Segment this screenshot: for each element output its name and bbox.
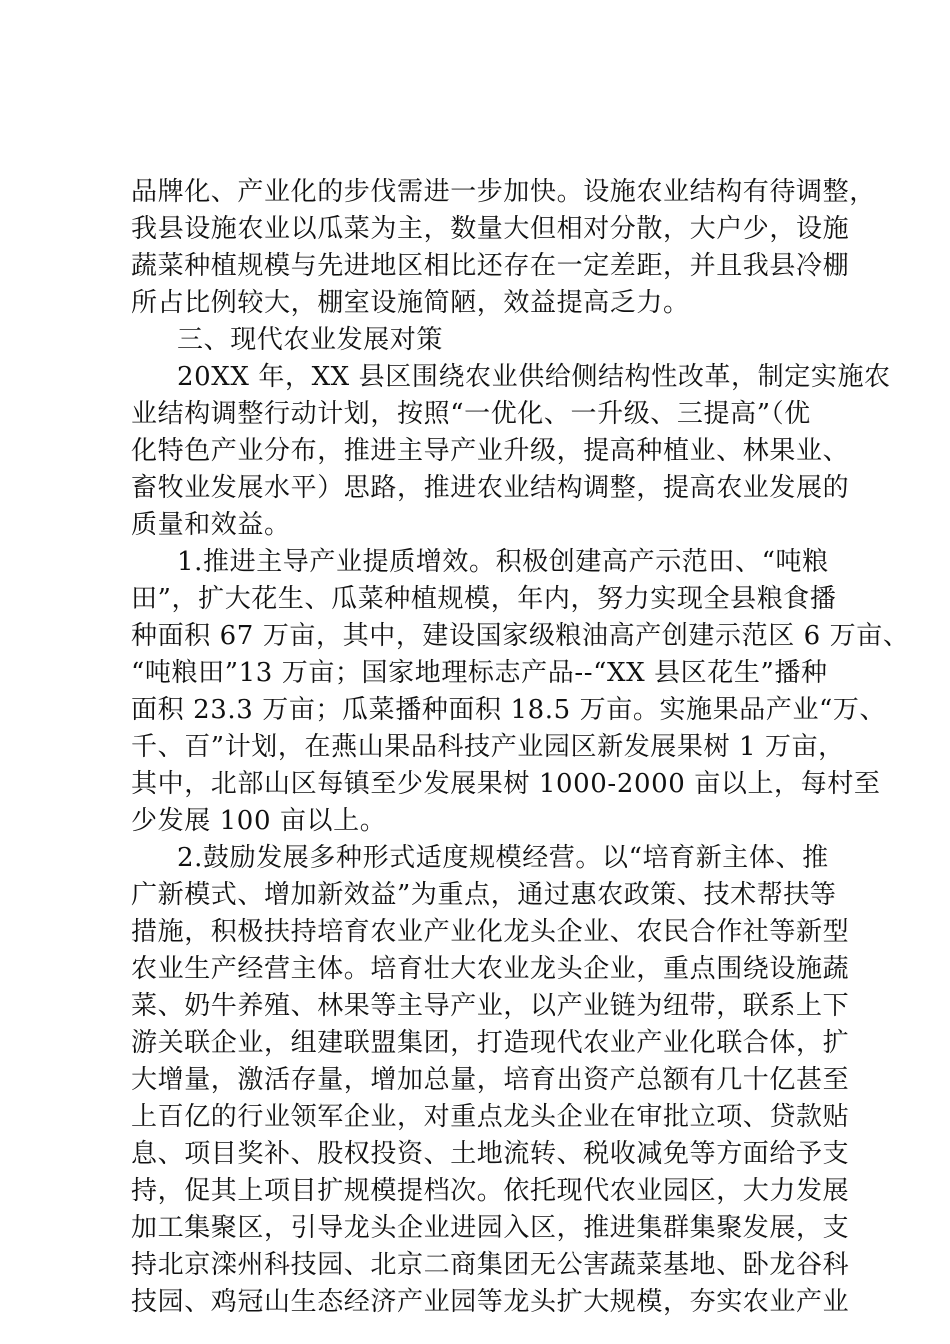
paragraph-line: 上百亿的行业领军企业，对重点龙头企业在审批立项、贷款贴 <box>131 1102 850 1132</box>
paragraph-line: 2.鼓励发展多种形式适度规模经营。以“培育新主体、推 <box>177 843 829 873</box>
paragraph-line: 游关联企业，组建联盟集团，打造现代农业产业化联合体，扩 <box>131 1028 850 1058</box>
paragraph-line: 措施，积极扶持培育农业产业化龙头企业、农民合作社等新型 <box>131 917 850 947</box>
paragraph-line: 菜、奶牛养殖、林果等主导产业，以产业链为纽带，联系上下 <box>131 991 850 1021</box>
paragraph-line: 我县设施农业以瓜菜为主，数量大但相对分散，大户少，设施 <box>131 214 850 244</box>
paragraph-line: 广新模式、增加新效益”为重点，通过惠农政策、技术帮扶等 <box>131 880 837 910</box>
paragraph-line: 持北京滦州科技园、北京二商集团无公害蔬菜基地、卧龙谷科 <box>131 1250 850 1280</box>
paragraph-line: 持，促其上项目扩规模提档次。依托现代农业园区，大力发展 <box>131 1176 850 1206</box>
paragraph-line: 加工集聚区，引导龙头企业进园入区，推进集群集聚发展，支 <box>131 1213 850 1243</box>
paragraph-line: 化特色产业分布，推进主导产业升级，提高种植业、林果业、 <box>131 436 850 466</box>
paragraph-line: 种面积 67 万亩，其中，建设国家级粮油高产创建示范区 6 万亩、 <box>131 621 910 651</box>
paragraph-line: 农业生产经营主体。培育壮大农业龙头企业，重点围绕设施蔬 <box>131 954 850 984</box>
paragraph-line: 大增量，激活存量，增加总量，培育出资产总额有几十亿甚至 <box>131 1065 850 1095</box>
paragraph-line: 质量和效益。 <box>131 510 291 540</box>
paragraph-line: 畜牧业发展水平）思路，推进农业结构调整，提高农业发展的 <box>131 473 850 503</box>
paragraph-line: 业结构调整行动计划，按照“一优化、一升级、三提高”（优 <box>131 399 811 429</box>
paragraph-line: 品牌化、产业化的步伐需进一步加快。设施农业结构有待调整， <box>131 177 876 207</box>
paragraph-line: 面积 23.3 万亩；瓜菜播种面积 18.5 万亩。实施果品产业“万、 <box>131 695 887 725</box>
paragraph-line: 1.推进主导产业提质增效。积极创建高产示范田、“吨粮 <box>177 547 829 577</box>
paragraph-line: 千、百”计划，在燕山果品科技产业园区新发展果树 1 万亩， <box>131 732 845 762</box>
paragraph-line: “吨粮田”13 万亩；国家地理标志产品--“XX 县区花生”播种 <box>131 658 828 688</box>
paragraph-line: 其中，北部山区每镇至少发展果树 1000-2000 亩以上，每村至 <box>131 769 881 799</box>
paragraph-line: 田”，扩大花生、瓜菜种植规模，年内，努力实现全县粮食播 <box>131 584 837 614</box>
paragraph-line: 20XX 年，XX 县区围绕农业供给侧结构性改革，制定实施农 <box>177 362 891 392</box>
paragraph-line: 技园、鸡冠山生态经济产业园等龙头扩大规模，夯实农业产业 <box>131 1287 850 1317</box>
paragraph-line: 少发展 100 亩以上。 <box>131 806 387 836</box>
paragraph-line: 所占比例较大，棚室设施简陋，效益提高乏力。 <box>131 288 690 318</box>
section-heading: 三、现代农业发展对策 <box>177 325 444 355</box>
paragraph-line: 蔬菜种植规模与先进地区相比还存在一定差距，并且我县冷棚 <box>131 251 850 281</box>
paragraph-line: 息、项目奖补、股权投资、土地流转、税收减免等方面给予支 <box>131 1139 850 1169</box>
